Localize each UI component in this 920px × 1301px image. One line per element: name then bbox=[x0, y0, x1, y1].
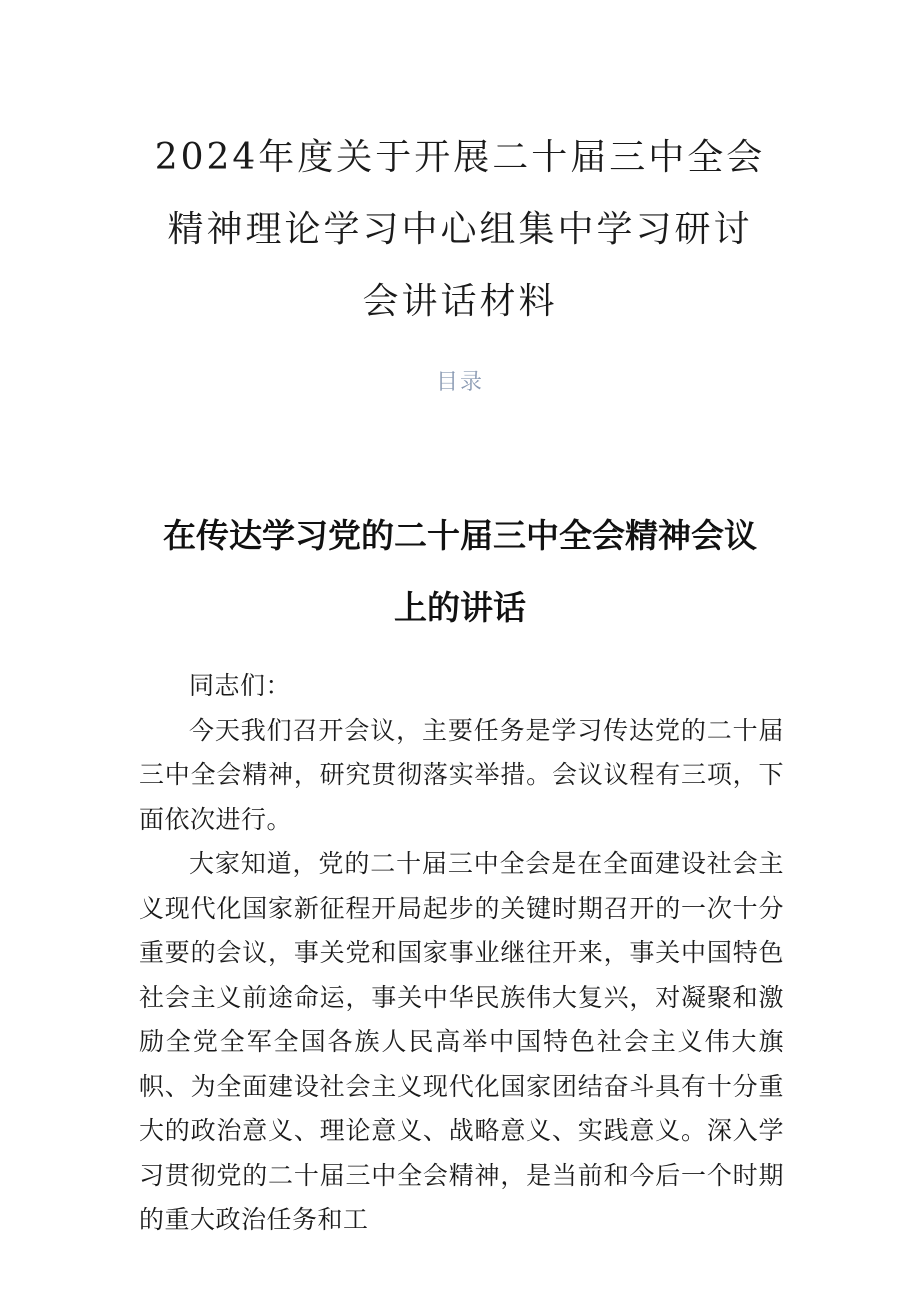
body-paragraph: 今天我们召开会议，主要任务是学习传达党的二十届三中全会精神，研究贯彻落实举措。会议议程有三项，下面依次进行。 bbox=[139, 715, 784, 834]
body-text bbox=[139, 664, 784, 1243]
body-paragraph: 大家知道，党的二十届三中全会是在全面建设社会主义现代化国家新征程开局起步的关键时期召开的一次十分重要的会议，事关党和国家事业继往开来，事关中国特色社会主义前途命运，事关中华民族伟大复兴，对凝聚和激励全党全军全国各族人民高举中国特色社会主义伟大旗帜、为全面建设社会主义现代化国家团结奋斗具有十分重大的政治意义、理论意义、战略意义、实践意义。深入学习贯彻党的二十届三中全会精神，是当前和今后一个时期的重大政治任务和工 bbox=[139, 849, 784, 1234]
salutation-paragraph: 同志们： bbox=[189, 671, 292, 700]
table-of-contents-link[interactable]: 目录 bbox=[435, 370, 484, 395]
document-title: 2024年度关于开展二十届三中全会精神理论学习中心组集中学习研讨会讲话材料 bbox=[154, 137, 766, 322]
speech-title: 在传达学习党的二十届三中全会精神会议上的讲话 bbox=[163, 516, 757, 627]
